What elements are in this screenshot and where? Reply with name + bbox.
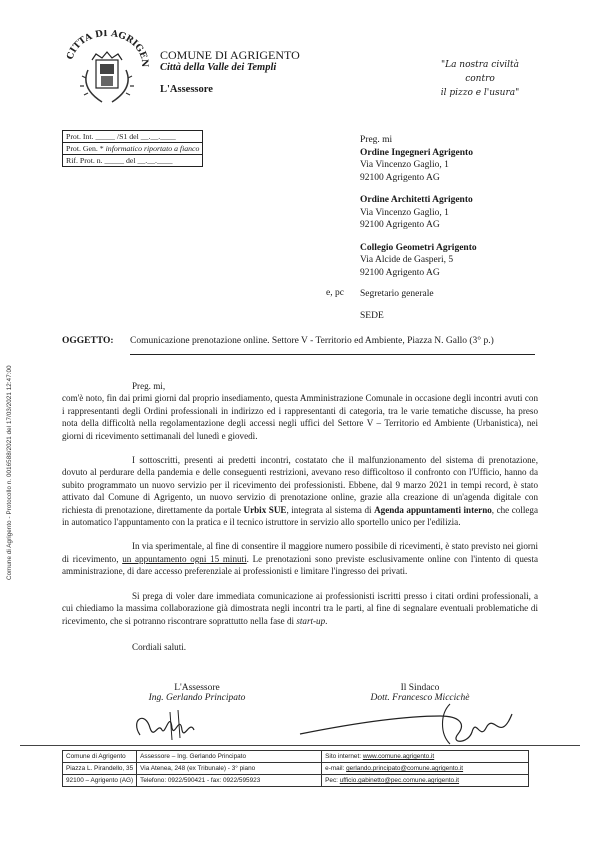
salutation: Preg. mi,: [132, 381, 166, 391]
recipient-2-name: Ordine Architetti Agrigento: [360, 195, 473, 205]
assessore-heading: L'Assessore: [160, 84, 213, 95]
footer-pec-link[interactable]: ufficio.gabinetto@pec.comune.agrigento.it: [339, 777, 460, 784]
segretario: Segretario generale: [360, 289, 434, 299]
recipient-3-city: 92100 Agrigento AG: [360, 267, 440, 278]
sindaco-name: Dott. Francesco Miccichè: [370, 693, 470, 703]
paragraph-2-agenda: Agenda appuntamenti interno: [374, 504, 492, 515]
recipient-1-address: Via Vincenzo Gaglio, 1: [360, 160, 449, 170]
sindaco-title: Il Sindaco: [400, 683, 440, 693]
paragraph-3-underlined: un appuntamento ogni 15 minuti: [122, 553, 247, 564]
footer-pec: [322, 775, 529, 787]
protocol-side-stamp: Comune di Agrigento - Protocollo n. 0016588/2021 del 17/03/2021 12:47:00: [6, 365, 13, 580]
protocol-internal: Prot. Int. _____ /S1 del __.__.____: [63, 131, 203, 143]
closing: Cordiali saluti.: [132, 641, 187, 652]
recipients-greeting: Preg. mi: [360, 135, 393, 145]
paragraph-2-text-e: , che collega in automatico l'appuntamento con la pratica e il tecnico istruttore in servizio allo sportello unico per l'edilizia.: [62, 504, 538, 528]
footer-email-link[interactable]: gerlando.principato@comune.agrigento.it: [346, 765, 464, 772]
recipient-1-name: Ordine Ingegneri Agrigento: [360, 147, 473, 158]
motto: [440, 58, 520, 100]
motto-line-3: il pizzo e l'usura": [440, 88, 520, 98]
paragraph-4-startup: start-up: [296, 615, 326, 626]
paragraph-2: [62, 454, 538, 528]
protocol-general: [63, 143, 203, 155]
protocol-general-label: Prot. Gen. *: [66, 144, 104, 153]
paragraph-4-text-a: Si prega di voler dare immediata comunicazione ai professionisti iscritti presso i citati ordini professionali, a cui chiediamo la massima collaborazione già dimostrata negli incontri tra le parti, al fine di segnalare eventuali problematiche di ricevimento, che si potranno riscontrare soprattutto nella fase di: [62, 590, 538, 626]
footer-street: Piazza L. Pirandello, 35: [63, 763, 137, 775]
footer-website-label: Sito internet:: [325, 753, 363, 760]
footer-office-address: Via Atenea, 248 (ex Tribunale) - 3° piano: [137, 763, 322, 775]
recipient-2-city: 92100 Agrigento AG: [360, 220, 440, 230]
comune-title: COMUNE DI AGRIGENTO: [160, 48, 300, 62]
assessore-title: L'Assessore: [174, 683, 220, 693]
footer-rule: [20, 745, 580, 746]
footer-email-label: e-mail:: [325, 765, 347, 772]
paragraph-1: com'è noto, fin dai primi giorni dal proprio insediamento, questa Amministrazione Comunale in occasione degli incontri avuti con i rappresentanti degli Ordini professionali in indirizzo ed i rappresentanti di categoria, tra le varie tematiche discusse, ha preso nota della difficoltà nella regolamentazione degli accessi negli uffici del Settore V – Territorio ed Ambiente (Urbanistica), nei giorni di ricevimento settimanali del lunedì e giovedì.: [62, 393, 538, 441]
motto-line-1: "La nostra civiltà: [440, 60, 520, 70]
protocol-reference: Rif. Prot. n. _____ del __.__.____: [63, 155, 203, 167]
subject-underline: [130, 354, 535, 355]
recipients-block: [360, 134, 477, 279]
letter-body: [62, 380, 538, 653]
recipient-3-name: Collegio Geometri Agrigento: [360, 242, 477, 253]
coat-of-arms-logo: [62, 30, 152, 110]
subject-text: Comunicazione prenotazione online. Settore V - Territorio ed Ambiente, Piazza N. Gallo (3° p.): [130, 336, 494, 346]
footer-phone: Telefono: 0922/590421 - fax: 0922/595923: [137, 775, 322, 787]
protocol-box: [62, 130, 203, 167]
footer-email: [322, 763, 529, 775]
paragraph-4: [62, 590, 538, 627]
protocol-general-note: informatico riportato a fianco: [105, 144, 200, 153]
footer-website-link[interactable]: www.comune.agrigento.it: [362, 753, 435, 760]
footer-table: [62, 750, 529, 787]
paragraph-4-text-c: .: [325, 615, 328, 626]
svg-text:CITTA DI AGRIGENTO: [62, 30, 149, 67]
paragraph-3-text-a: In via sperimentale, al fine di consentire il maggiore numero possibile di ricevimenti, è stato previsto nei giorni di ricevimento,: [62, 541, 538, 564]
footer-comune: Comune di Agrigento: [63, 751, 137, 763]
assessore-signature: [120, 700, 220, 750]
paragraph-3: [62, 540, 538, 577]
recipient-1-city: 92100 Agrigento AG: [360, 172, 440, 183]
footer-website: [322, 751, 529, 763]
assessore-name: Ing. Gerlando Principato: [148, 693, 246, 703]
sede: SEDE: [360, 311, 384, 321]
paragraph-2-text-a: I sottoscritti, presenti ai predetti incontri, costatato che il malfunzionamento del sistema di prenotazione, dovuto al perdurare della pandemia e delle conseguenti restrizioni, avevano reso difficoltoso il confronto con l'Ufficio, hanno da subito programmato un nuovo servizio per il ricevimento dei professionisti. Ebbene, dal 9 marzo 2021 in tempi record, è stato attivato dal Comune di Agrigento, un nuovo servizio di prenotazione online, grazie alla creazione di un'agenda digitale con richiesta di prenotazione, direttamente da portale: [62, 455, 538, 515]
epc-label: e, pc: [326, 288, 344, 298]
recipient-3-address: Via Alcide de Gasperi, 5: [360, 255, 454, 265]
citta-subtitle: Città della Valle dei Templi: [160, 62, 277, 73]
motto-line-2: contro: [465, 74, 495, 84]
paragraph-2-text-c: , integrata al sistema di: [286, 504, 375, 515]
recipient-2-address: Via Vincenzo Gaglio, 1: [360, 207, 449, 218]
footer-city: 92100 – Agrigento (AG): [63, 775, 137, 787]
footer-assessore: Assessore – Ing. Gerlando Principato: [137, 751, 322, 763]
footer-pec-label: Pec:: [325, 777, 340, 784]
paragraph-3-text-c: . Le prenotazioni sono previste esclusivamente online con l'intento di questa amministrazione, di dare accesso preferenziale ai professionisti e limitare l'ingresso dei privati.: [62, 553, 539, 577]
subject-label: OGGETTO:: [62, 336, 114, 346]
logo-text: CITTA DI AGRIGEN: [65, 30, 150, 68]
paragraph-2-urbix: Urbix SUE: [243, 504, 287, 515]
